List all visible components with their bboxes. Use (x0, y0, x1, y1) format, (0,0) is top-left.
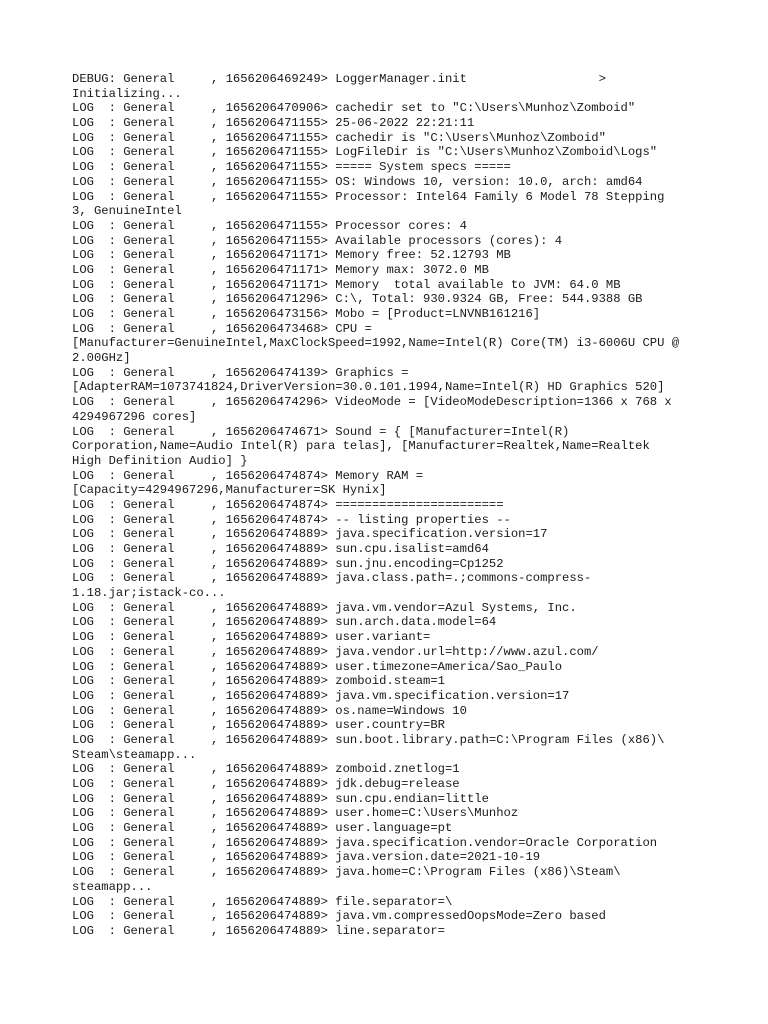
log-line: LOG : General , 1656206471155> LogFileDir is "C:\Users\Munhoz\Zomboid\Logs" (72, 145, 658, 160)
log-document (72, 72, 712, 939)
log-line: LOG : General , 1656206471171> Memory total available to JVM: 64.0 MB (72, 277, 621, 292)
log-line: [Manufacturer=GenuineIntel,MaxClockSpeed=1992,Name=Intel(R) Core(TM) i3-6006U CPU @ (72, 336, 680, 351)
log-line: [AdapterRAM=1073741824,DriverVersion=30.0.101.1994,Name=Intel(R) HD Graphics 520] (72, 380, 665, 395)
log-line: LOG : General , 1656206474889> file.separator=\ (72, 894, 453, 909)
log-line: LOG : General , 1656206471155> ===== System specs ===== (72, 160, 511, 175)
log-line: LOG : General , 1656206474889> sun.cpu.isalist=amd64 (72, 542, 489, 556)
log-line: LOG : General , 1656206474889> user.home=C:\Users\Munhoz (72, 806, 519, 821)
log-line: LOG : General , 1656206471155> Available processors (cores): 4 (72, 233, 563, 248)
log-line: LOG : General , 1656206474889> zomboid.znetlog=1 (72, 762, 460, 777)
log-line: LOG : General , 1656206470906> cachedir set to "C:\Users\Munhoz\Zomboid" (72, 101, 636, 116)
log-line: LOG : General , 1656206474889> zomboid.steam=1 (72, 674, 445, 689)
log-line: LOG : General , 1656206474889> java.vendor.url=http://www.azul.com/ (72, 644, 599, 659)
log-line: High Definition Audio] } (72, 453, 248, 468)
log-line: LOG : General , 1656206474889> user.variant= (72, 630, 431, 645)
log-line: LOG : General , 1656206474874> -- listing properties -- (72, 512, 511, 527)
log-line: LOG : General , 1656206474889> java.class.path=.;commons-compress- (72, 571, 592, 586)
log-line: LOG : General , 1656206474874> Memory RAM = (72, 468, 424, 483)
log-line: LOG : General , 1656206471155> 25-06-2022 22:21:11 (72, 116, 475, 131)
log-line: LOG : General , 1656206473156> Mobo = [Product=LNVNB161216] (72, 307, 541, 321)
log-line: LOG : General , 1656206474889> java.version.date=2021-10-19 (72, 850, 541, 865)
log-line: LOG : General , 1656206474889> java.home=C:\Program Files (x86)\Steam\ (72, 865, 621, 880)
log-line: [Capacity=4294967296,Manufacturer=SK Hynix] (72, 483, 387, 498)
log-line: LOG : General , 1656206474889> os.name=Windows 10 (72, 703, 467, 718)
log-line: LOG : General , 1656206474889> user.language=pt (72, 821, 453, 836)
log-line: LOG : General , 1656206471171> Memory max: 3072.0 MB (72, 262, 489, 277)
log-line: LOG : General , 1656206474889> user.timezone=America/Sao_Paulo (72, 659, 563, 674)
log-line: LOG : General , 1656206471155> OS: Windows 10, version: 10.0, arch: amd64 (72, 174, 643, 189)
log-line: LOG : General , 1656206471155> Processor cores: 4 (72, 218, 467, 233)
log-line: LOG : General , 1656206474889> java.vm.specification.version=17 (72, 688, 570, 703)
log-line: 3, GenuineIntel (72, 204, 182, 219)
log-line: 2.00GHz] (72, 351, 131, 366)
log-line: LOG : General , 1656206474889> sun.boot.library.path=C:\Program Files (x86)\ (72, 732, 665, 747)
log-line: LOG : General , 1656206474889> java.specification.version=17 (72, 527, 548, 542)
log-line: LOG : General , 1656206473468> CPU = (72, 321, 372, 336)
log-line: LOG : General , 1656206474889> sun.jnu.encoding=Cp1252 (72, 556, 504, 571)
log-line: DEBUG: General , 1656206469249> LoggerManager.init > (72, 72, 606, 86)
log-line: LOG : General , 1656206471155> cachedir is "C:\Users\Munhoz\Zomboid" (72, 130, 606, 145)
log-line: LOG : General , 1656206474139> Graphics = (72, 365, 409, 380)
log-line: 4294967296 cores] (72, 409, 197, 424)
log-line: LOG : General , 1656206474889> java.specification.vendor=Oracle Corporation (72, 835, 658, 850)
log-line: LOG : General , 1656206474889> sun.cpu.endian=little (72, 791, 489, 806)
log-line: Initializing... (72, 86, 182, 101)
log-line: 1.18.jar;istack-co... (72, 586, 226, 601)
log-line: LOG : General , 1656206471155> Processor: Intel64 Family 6 Model 78 Stepping (72, 189, 665, 204)
log-line: Corporation,Name=Audio Intel(R) para telas], [Manufacturer=Realtek,Name=Realtek (72, 439, 650, 454)
log-line: LOG : General , 1656206474671> Sound = { [Manufacturer=Intel(R) (72, 424, 570, 439)
log-line: LOG : General , 1656206474889> java.vm.vendor=Azul Systems, Inc. (72, 600, 577, 615)
log-line: Steam\steamapp... (72, 747, 197, 762)
log-line: LOG : General , 1656206474874> ======================= (72, 497, 504, 512)
log-line: LOG : General , 1656206474296> VideoMode = [VideoModeDescription=1366 x 768 x (72, 395, 672, 410)
log-line: LOG : General , 1656206474889> line.separator= (72, 923, 445, 938)
log-line: LOG : General , 1656206474889> user.country=BR (72, 718, 445, 733)
log-line: steamapp... (72, 879, 153, 894)
log-line: LOG : General , 1656206474889> jdk.debug=release (72, 777, 460, 791)
log-line: LOG : General , 1656206474889> sun.arch.data.model=64 (72, 615, 497, 630)
log-line: LOG : General , 1656206471296> C:\, Total: 930.9324 GB, Free: 544.9388 GB (72, 292, 643, 307)
log-line: LOG : General , 1656206474889> java.vm.compressedOopsMode=Zero based (72, 909, 606, 924)
log-line: LOG : General , 1656206471171> Memory free: 52.12793 MB (72, 248, 511, 263)
